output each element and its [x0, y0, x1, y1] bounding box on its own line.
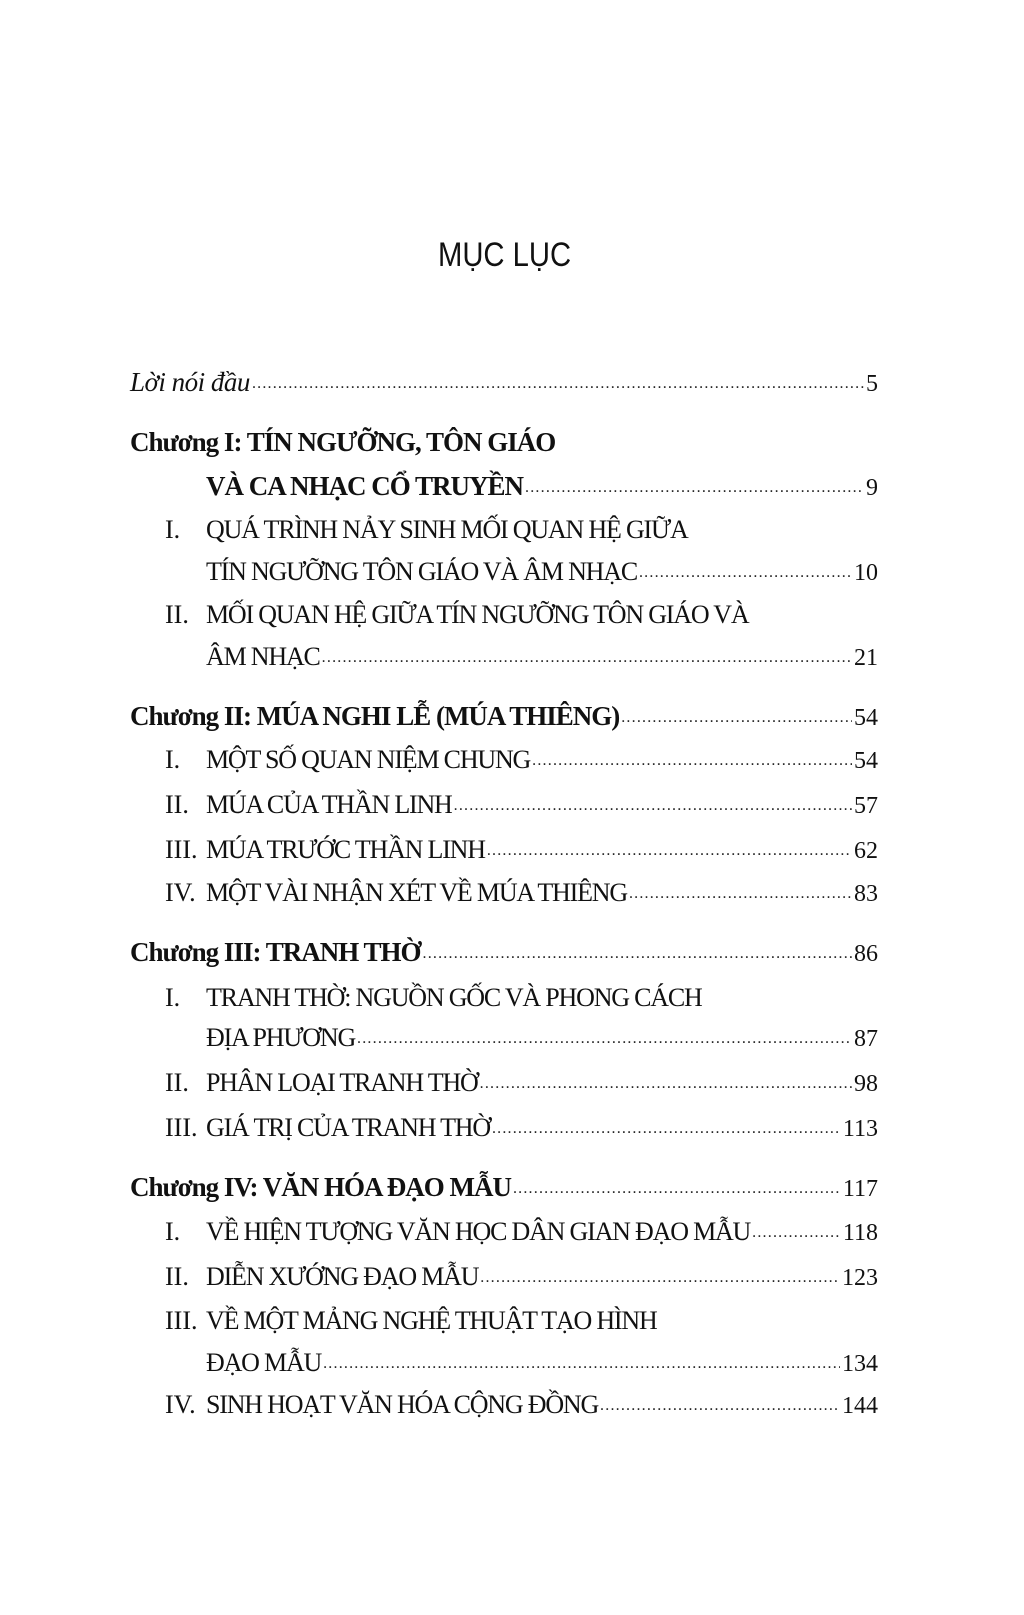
dot-leader	[454, 797, 852, 815]
toc-section[interactable]	[165, 735, 878, 775]
dot-leader	[532, 752, 852, 770]
chapter-title-continued: VÀ CA NHẠC CỔ TRUYỀN	[206, 471, 524, 501]
section-title: VỀ MỘT MẢNG NGHỆ THUẬT TẠO HÌNH	[206, 1306, 657, 1335]
toc-section[interactable]	[165, 1296, 878, 1336]
toc-page-number: 57	[854, 793, 878, 819]
toc-section[interactable]	[165, 1252, 878, 1292]
toc-page-number: 54	[854, 705, 878, 731]
toc-page-number: 83	[854, 881, 878, 907]
section-number: I.	[165, 1217, 181, 1246]
section-title-continued: ÂM NHẠC	[206, 642, 320, 671]
section-title: SINH HOẠT VĂN HÓA CỘNG ĐỒNG	[206, 1390, 599, 1419]
toc-page-number: 21	[854, 645, 878, 671]
section-title-continued: ĐẠO MẪU	[206, 1348, 322, 1377]
dot-leader	[480, 1075, 852, 1093]
section-title: PHÂN LOẠI TRANH THỜ	[206, 1068, 478, 1097]
toc-chapter-3[interactable]	[130, 928, 878, 968]
chapter-title: Chương II: MÚA NGHI LỄ (MÚA THIÊNG)	[130, 701, 620, 731]
section-title: MÚA CỦA THẦN LINH	[206, 790, 452, 819]
section-title: QUÁ TRÌNH NẢY SINH MỐI QUAN HỆ GIỮA	[206, 515, 688, 544]
toc-section[interactable]	[165, 1103, 878, 1143]
toc-section[interactable]	[165, 973, 878, 1013]
dot-leader	[423, 945, 853, 963]
toc-page-number: 54	[854, 748, 878, 774]
section-title: MỘT VÀI NHẬN XÉT VỀ MÚA THIÊNG	[206, 878, 627, 907]
chapter-title: Chương IV: VĂN HÓA ĐẠO MẪU	[130, 1172, 511, 1202]
toc-page-number: 134	[842, 1351, 878, 1377]
section-number: I.	[165, 515, 181, 544]
toc-page-number: 87	[854, 1026, 878, 1052]
section-title-continued: ĐỊA PHƯƠNG	[206, 1023, 356, 1052]
dot-leader	[752, 1224, 841, 1242]
toc-section[interactable]	[165, 1207, 878, 1247]
dot-leader	[525, 479, 864, 497]
section-title: DIỄN XƯỚNG ĐẠO MẪU	[206, 1262, 479, 1291]
section-number: II.	[165, 600, 189, 629]
dot-leader	[357, 1030, 852, 1048]
dot-leader	[252, 375, 864, 393]
toc-page-number: 118	[842, 1220, 878, 1246]
toc-chapter-1-title-line1[interactable]	[130, 418, 878, 458]
toc-entry-preface[interactable]	[130, 358, 878, 398]
dot-leader	[323, 1355, 840, 1373]
section-number: II.	[165, 790, 189, 819]
section-number: I.	[165, 983, 181, 1012]
section-title: TRANH THỜ: NGUỒN GỐC VÀ PHONG CÁCH	[206, 983, 702, 1012]
toc-section[interactable]	[165, 825, 878, 865]
toc-section-continued[interactable]	[206, 632, 878, 672]
section-number: III.	[165, 1113, 198, 1142]
dot-leader	[487, 842, 852, 860]
section-title: MỐI QUAN HỆ GIỮA TÍN NGƯỠNG TÔN GIÁO VÀ	[206, 600, 749, 629]
toc-page-number: 62	[854, 838, 878, 864]
toc-page-number: 10	[854, 560, 878, 586]
dot-leader	[513, 1180, 841, 1198]
section-title: MỘT SỐ QUAN NIỆM CHUNG	[206, 745, 531, 774]
toc-section[interactable]	[165, 780, 878, 820]
toc-entry-label: Lời nói đầu	[130, 367, 250, 397]
toc-section[interactable]	[165, 1058, 878, 1098]
toc-section-continued[interactable]	[206, 1338, 878, 1378]
page-title: MỤC LỤC	[437, 236, 572, 274]
toc-page-number: 9	[866, 475, 878, 501]
dot-leader	[492, 1120, 841, 1138]
toc-page-number: 5	[866, 371, 878, 397]
section-number: I.	[165, 745, 181, 774]
section-title: GIÁ TRỊ CỦA TRANH THỜ	[206, 1113, 490, 1142]
toc-page-number: 144	[842, 1393, 878, 1419]
toc-page-number: 86	[854, 941, 878, 967]
dot-leader	[600, 1397, 840, 1415]
chapter-title: Chương III: TRANH THỜ	[130, 937, 421, 967]
toc-page-number: 113	[842, 1116, 878, 1142]
section-title: MÚA TRƯỚC THẦN LINH	[206, 835, 485, 864]
section-number: III.	[165, 835, 198, 864]
toc-page-number: 117	[842, 1176, 878, 1202]
section-number: II.	[165, 1068, 189, 1097]
section-number: II.	[165, 1262, 189, 1291]
dot-leader	[621, 709, 852, 727]
dot-leader	[629, 885, 852, 903]
chapter-title: Chương I: TÍN NGƯỠNG, TÔN GIÁO	[130, 427, 556, 457]
section-number: III.	[165, 1306, 198, 1335]
toc-chapter-1-title-line2[interactable]	[206, 462, 878, 502]
section-title: VỀ HIỆN TƯỢNG VĂN HỌC DÂN GIAN ĐẠO MẪU	[206, 1217, 751, 1246]
dot-leader	[480, 1269, 840, 1287]
toc-chapter-4[interactable]	[130, 1163, 878, 1203]
toc-section[interactable]	[165, 1380, 878, 1420]
toc-section-continued[interactable]	[206, 547, 878, 587]
toc-section[interactable]	[165, 505, 878, 545]
toc-page-number: 98	[854, 1071, 878, 1097]
section-number: IV.	[165, 1390, 196, 1419]
section-title-continued: TÍN NGƯỠNG TÔN GIÁO VÀ ÂM NHẠC	[206, 557, 637, 586]
dot-leader	[639, 564, 852, 582]
toc-section-continued[interactable]	[206, 1013, 878, 1053]
toc-section[interactable]	[165, 590, 878, 630]
toc-page-number: 123	[842, 1265, 878, 1291]
toc-section[interactable]	[165, 868, 878, 908]
section-number: IV.	[165, 878, 196, 907]
dot-leader	[322, 649, 852, 667]
toc-chapter-2[interactable]	[130, 692, 878, 732]
